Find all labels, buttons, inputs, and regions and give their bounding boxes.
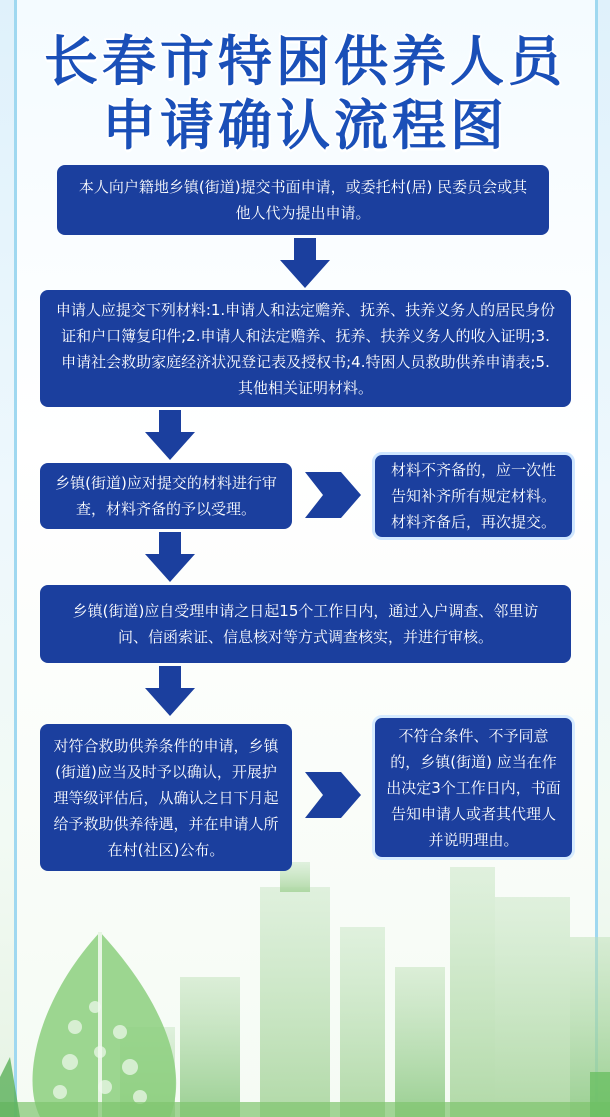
- step-2-box: 申请人应提交下列材料:1.申请人和法定赡养、抚养、扶养义务人的居民身份证和户口簿复印件;2.申请人和法定赡养、抚养、扶养义务人的收入证明;3.申请社会救助家庭经济状况登记表及授权书;4.特困人员救助供养申请表;5.其他相关证明材料。: [40, 290, 571, 407]
- arrow-down-2-icon: [145, 410, 195, 460]
- page-title-line-2: 申请确认流程图: [102, 94, 508, 157]
- arrow-right-2-icon: [305, 772, 361, 818]
- side-note-2-box: 不符合条件、不予同意的，乡镇(街道) 应当在作出决定3个工作日内，书面告知申请人或者其代理人并说明理由。: [372, 715, 575, 860]
- arrow-down-3-icon: [145, 532, 195, 582]
- arrow-down-4-icon: [145, 666, 195, 716]
- side-note-1-box: 材料不齐备的，应一次性告知补齐所有规定材料。材料齐备后，再次提交。: [372, 452, 575, 540]
- step-4-box: 乡镇(街道)应自受理申请之日起15个工作日内，通过入户调查、邻里访问、信函索证、信息核对等方式调查核实，并进行审核。: [40, 585, 571, 663]
- city-skyline-illustration: [0, 857, 610, 1117]
- step-1-box: 本人向户籍地乡镇(街道)提交书面申请，或委托村(居) 民委员会或其他人代为提出申请。: [57, 165, 549, 235]
- arrow-right-1-icon: [305, 472, 361, 518]
- page-title-line-1: 长春市特困供养人员: [44, 30, 566, 93]
- step-5-box: 对符合救助供养条件的申请，乡镇(街道)应当及时予以确认，开展护理等级评估后，从确认之日下月起给予救助供养待遇，并在申请人所在村(社区)公布。: [40, 724, 292, 871]
- step-3-box: 乡镇(街道)应对提交的材料进行审查，材料齐备的予以受理。: [40, 463, 292, 529]
- arrow-down-1-icon: [280, 238, 330, 288]
